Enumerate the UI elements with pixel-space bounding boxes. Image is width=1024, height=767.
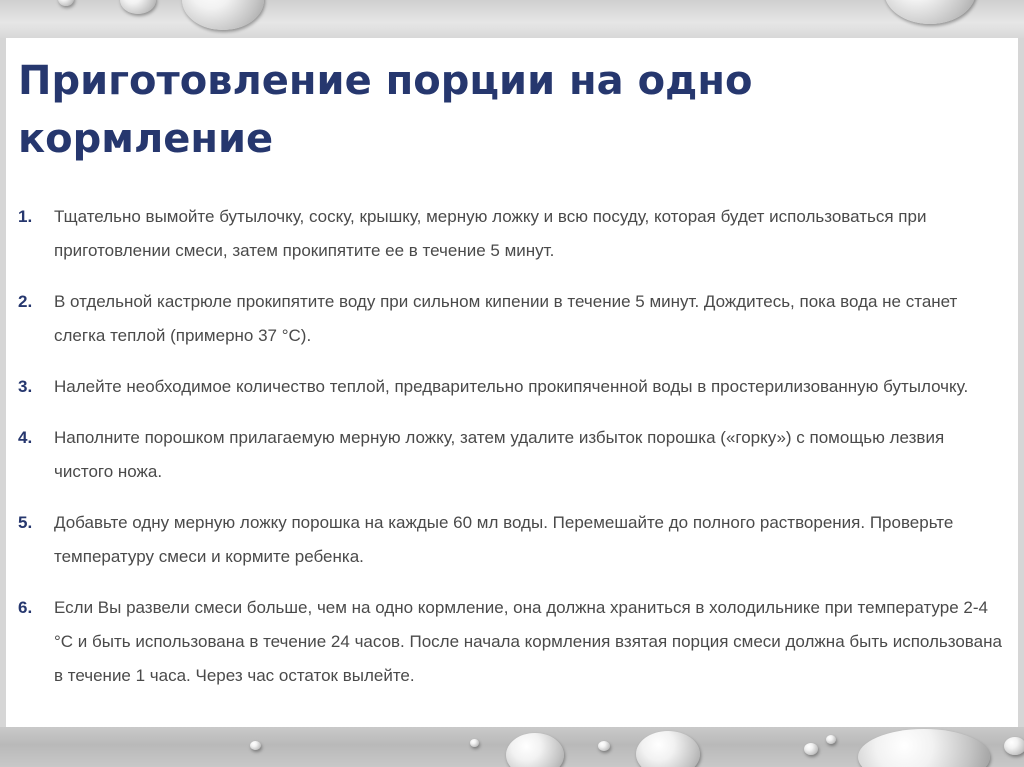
water-drop-icon [470,739,479,747]
water-drop-icon [598,741,610,751]
water-drop-icon [636,731,700,767]
instruction-list [18,200,1003,710]
step-text: В отдельной кастрюле прокипятите воду при сильном кипении в течение 5 минут. Дождитесь, пока вода не станет слегка теплой (примерно 37 °C). [54,292,958,345]
water-drops-bottom-decoration [0,727,1024,767]
list-item [18,421,1003,489]
water-drop-icon [506,733,564,767]
water-drop-icon [1004,737,1024,755]
step-number: 5. [18,513,33,532]
step-number: 6. [18,598,33,617]
step-text: Если Вы развели смеси больше, чем на одно кормление, она должна храниться в холодильнике при температуре 2-4 °C и быть использована в течение 24 часов. После начала кормления взятая порция смеси должна быть использована в течение 1 часа. Через час остаток вылейте. [54,598,1002,685]
list-item [18,506,1003,574]
slide [6,38,1018,727]
water-drop-icon [884,0,976,24]
list-item [18,370,1003,404]
step-number: 3. [18,377,33,396]
water-drop-icon [182,0,264,30]
water-drop-icon [804,743,818,755]
list-item [18,285,1003,353]
water-drop-icon [58,0,74,6]
water-drop-icon [250,741,261,750]
step-text: Добавьте одну мерную ложку порошка на каждые 60 мл воды. Перемешайте до полного растворения. Проверьте температуру смеси и кормите ребенка. [54,513,954,566]
step-text: Наполните порошком прилагаемую мерную ложку, затем удалите избыток порошка («горку») с помощью лезвия чистого ножа. [54,428,945,481]
list-item [18,200,1003,268]
step-number: 2. [18,292,33,311]
step-text: Налейте необходимое количество теплой, предварительно прокипяченной воды в простерилизованную бутылочку. [54,377,969,396]
step-text: Тщательно вымойте бутылочку, соску, крышку, мерную ложку и всю посуду, которая будет использоваться при приготовлении смеси, затем прокипятите ее в течение 5 минут. [54,207,927,260]
water-drop-icon [120,0,156,14]
slide-title: Приготовление порции на одно кормление [18,58,753,162]
list-item [18,591,1003,693]
water-drops-top-decoration [0,0,1024,38]
water-drop-icon [858,729,990,767]
step-number: 1. [18,207,33,226]
step-number: 4. [18,428,33,447]
water-drop-icon [826,735,836,744]
